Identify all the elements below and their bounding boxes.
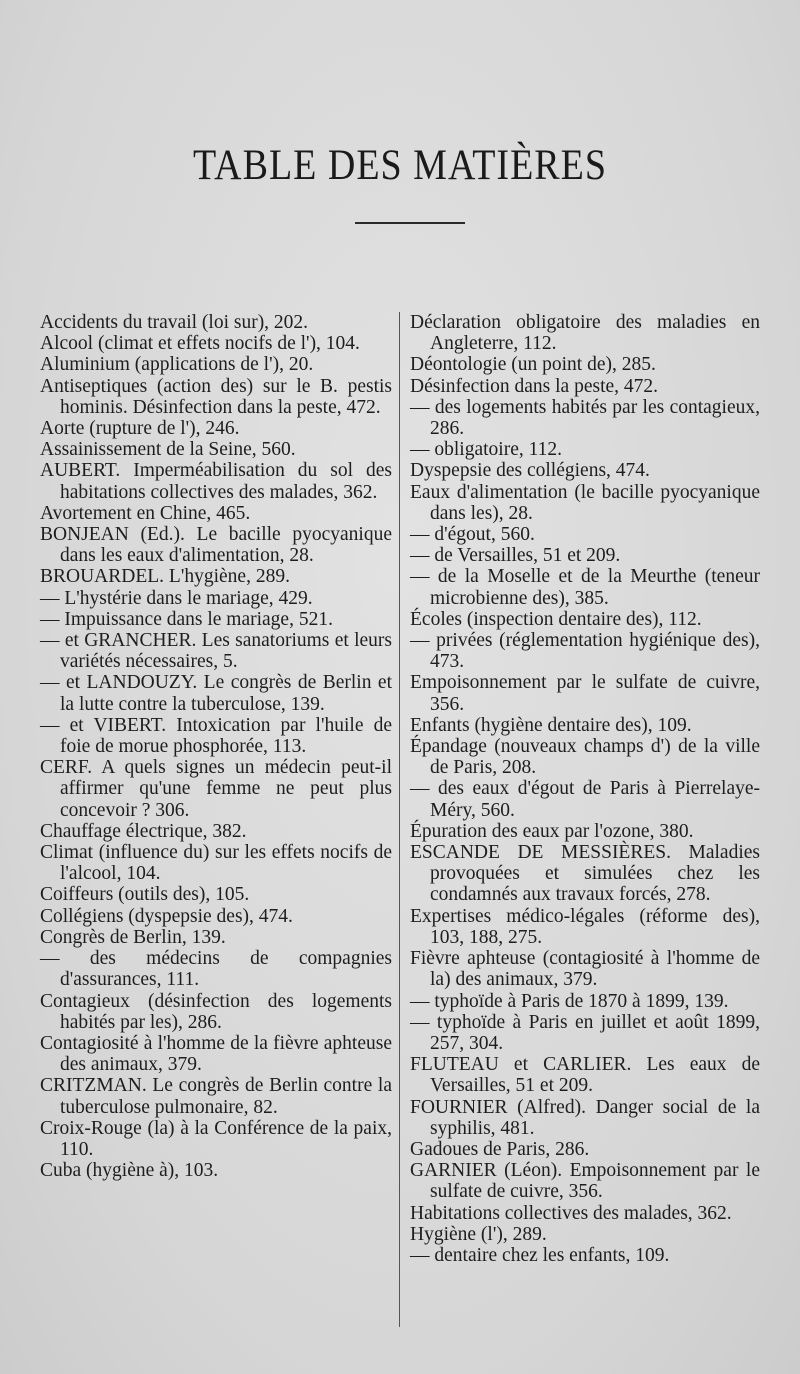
index-entry: — privées (réglementation hygiénique des), 473. bbox=[410, 630, 760, 673]
index-entry: — de la Moselle et de la Meurthe (teneur microbienne des), 385. bbox=[410, 566, 760, 609]
index-entry: Collégiens (dyspepsie des), 474. bbox=[40, 905, 293, 927]
index-column-right bbox=[410, 312, 760, 1266]
index-entry: Déclaration obligatoire des maladies en Angleterre, 112. bbox=[410, 312, 760, 355]
index-column-left bbox=[40, 312, 392, 1181]
index-entry: Épandage (nouveaux champs d') de la ville de Paris, 208. bbox=[410, 736, 760, 779]
index-entry: Aorte (rupture de l'), 246. bbox=[40, 418, 240, 440]
index-entry: Expertises médico-légales (réforme des), 103, 188, 275. bbox=[410, 905, 760, 948]
index-entry: CRITZMAN. Le congrès de Berlin contre la tuberculose pulmonaire, 82. bbox=[40, 1075, 392, 1118]
index-entry: Enfants (hygiène dentaire des), 109. bbox=[410, 714, 692, 736]
index-entry: Assainissement de la Seine, 560. bbox=[40, 439, 296, 461]
index-entry: — et LANDOUZY. Le congrès de Berlin et la lutte contre la tuberculose, 139. bbox=[40, 672, 392, 715]
index-entry: Habitations collectives des malades, 362. bbox=[410, 1202, 732, 1224]
index-entry: — L'hystérie dans le mariage, 429. bbox=[40, 587, 313, 609]
index-entry: Croix-Rouge (la) à la Conférence de la paix, 110. bbox=[40, 1117, 392, 1160]
index-entry: CERF. A quels signes un médecin peut-il affirmer qu'une femme ne peut plus concevoir ? 306. bbox=[40, 757, 392, 821]
index-entry: — des logements habités par les contagieux, 286. bbox=[410, 396, 760, 440]
index-entry: Gadoues de Paris, 286. bbox=[410, 1138, 590, 1160]
index-entry: — des médecins de compagnies d'assurances, 111. bbox=[40, 948, 392, 991]
index-entry: Alcool (climat et effets nocifs de l'), 104. bbox=[40, 333, 360, 355]
index-entry: Antiseptiques (action des) sur le B. pestis hominis. Désinfection dans la peste, 472. bbox=[40, 375, 392, 418]
index-entry: ESCANDE DE MESSIÈRES. Maladies provoquées et simulées chez les condamnés aux travaux forcés, 278. bbox=[410, 842, 760, 906]
index-entry: FOURNIER (Alfred). Danger social de la syphilis, 481. bbox=[410, 1096, 760, 1139]
index-entry: Aluminium (applications de l'), 20. bbox=[40, 354, 314, 376]
index-entry: GARNIER (Léon). Empoisonnement par le sulfate de cuivre, 356. bbox=[410, 1160, 760, 1203]
index-entry: — et VIBERT. Intoxication par l'huile de foie de morue phosphorée, 113. bbox=[40, 714, 392, 758]
index-entry: Désinfection dans la peste, 472. bbox=[410, 375, 659, 397]
index-entry: — typhoïde à Paris en juillet et août 1899, 257, 304. bbox=[410, 1011, 760, 1054]
index-entry: AUBERT. Imperméabilisation du sol des habitations collectives des malades, 362. bbox=[40, 460, 392, 503]
index-entry: Cuba (hygiène à), 103. bbox=[40, 1160, 219, 1182]
index-entry: Épuration des eaux par l'ozone, 380. bbox=[410, 820, 694, 842]
index-entry: — et GRANCHER. Les sanatoriums et leurs variétés nécessaires, 5. bbox=[40, 630, 392, 673]
index-entry: Accidents du travail (loi sur), 202. bbox=[40, 312, 309, 333]
page-title: TABLE DES MATIÈRES bbox=[193, 140, 607, 190]
index-entry: — Impuissance dans le mariage, 521. bbox=[40, 608, 333, 630]
index-entry: BONJEAN (Ed.). Le bacille pyocyanique dans les eaux d'alimentation, 28. bbox=[40, 524, 392, 567]
column-divider bbox=[399, 312, 400, 1327]
index-entry: Avortement en Chine, 465. bbox=[40, 502, 251, 524]
index-entry: Écoles (inspection dentaire des), 112. bbox=[410, 608, 702, 630]
index-entry: FLUTEAU et CARLIER. Les eaux de Versailles, 51 et 209. bbox=[410, 1054, 760, 1097]
index-entry: Climat (influence du) sur les effets nocifs de l'alcool, 104. bbox=[40, 842, 392, 885]
index-entry: Fièvre aphteuse (contagiosité à l'homme de la) des animaux, 379. bbox=[410, 948, 760, 991]
index-entry: — typhoïde à Paris de 1870 à 1899, 139. bbox=[410, 990, 729, 1012]
index-entry: — d'égout, 560. bbox=[410, 524, 535, 546]
index-entry: Hygiène (l'), 289. bbox=[410, 1223, 547, 1245]
index-entry: Eaux d'alimentation (le bacille pyocyanique dans les), 28. bbox=[410, 481, 760, 524]
index-entry: Déontologie (un point de), 285. bbox=[410, 354, 656, 376]
title-rule bbox=[355, 222, 465, 224]
index-entry: — dentaire chez les enfants, 109. bbox=[410, 1244, 670, 1266]
index-entry: Congrès de Berlin, 139. bbox=[40, 926, 226, 948]
index-entry: Chauffage électrique, 382. bbox=[40, 820, 247, 842]
index-entry: Dyspepsie des collégiens, 474. bbox=[410, 460, 650, 482]
index-entry: Empoisonnement par le sulfate de cuivre, 356. bbox=[410, 672, 760, 715]
index-entry: BROUARDEL. L'hygiène, 289. bbox=[40, 566, 290, 588]
index-entry: Coiffeurs (outils des), 105. bbox=[40, 884, 250, 906]
index-entry: Contagieux (désinfection des logements habités par les), 286. bbox=[40, 990, 392, 1033]
index-entry: — obligatoire, 112. bbox=[410, 439, 563, 461]
index-entry: — des eaux d'égout de Paris à Pierrelaye-Méry, 560. bbox=[410, 778, 760, 821]
index-entry: Contagiosité à l'homme de la fièvre aphteuse des animaux, 379. bbox=[40, 1032, 392, 1076]
index-entry: — de Versailles, 51 et 209. bbox=[410, 545, 621, 567]
